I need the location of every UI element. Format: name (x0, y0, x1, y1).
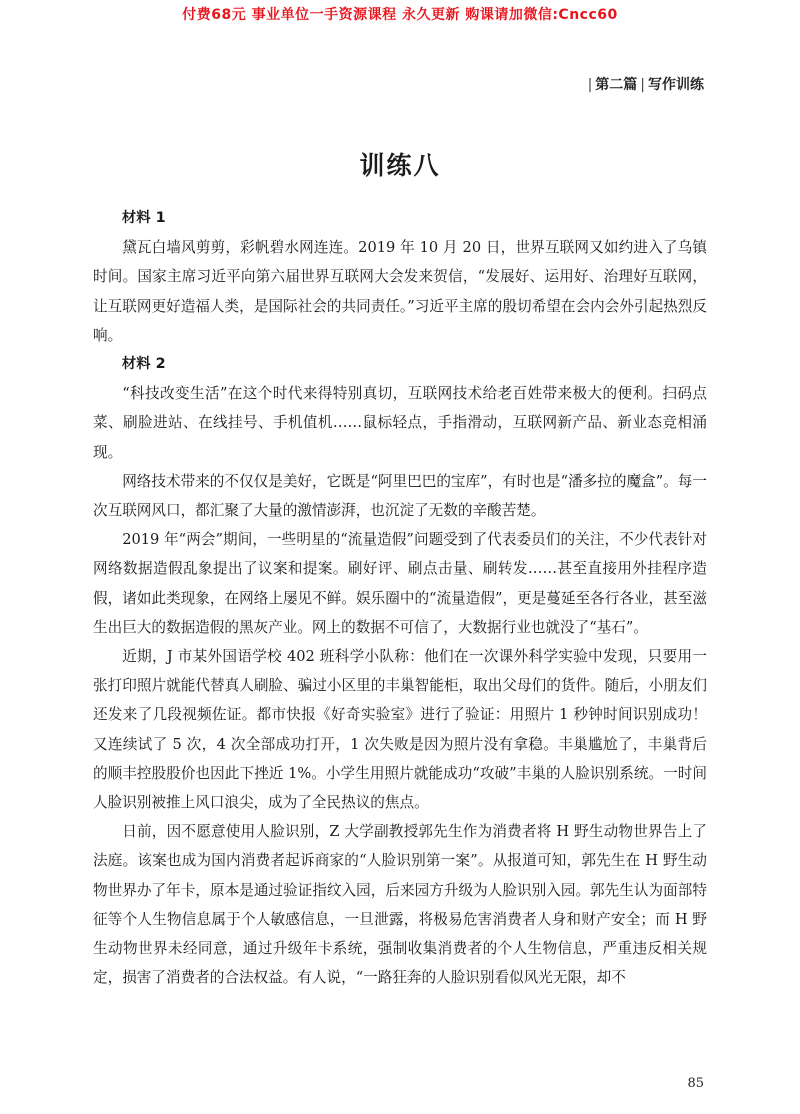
material-1-paragraph: 黛瓦白墙风剪剪，彩帆碧水网连连。2019 年 10 月 20 日，世界互联网又如约进入了乌镇时间。国家主席习近平向第六届世界互联网大会发来贺信，“发展好、运用好、治理好互联网，让互联网更好造福人类，是国际社会的共同责任。”习近平主席的殷切希望在会内会外引起热烈反响。 (93, 239, 707, 344)
running-head-section: 写作训练 (648, 77, 704, 93)
promo-banner: 付费68元 事业单位一手资源课程 永久更新 购课请加微信:Cncc60 (182, 7, 618, 23)
material-2-paragraph: 网络技术带来的不仅仅是美好，它既是“阿里巴巴的宝库”，有时也是“潘多拉的魔盒”。每一次互联网风口，都汇聚了大量的激情澎湃，也沉淀了无数的辛酸苦楚。 (93, 472, 707, 520)
running-head-divider-mid: | (640, 77, 645, 93)
material-2-paragraph: 2019 年“两会”期间，一些明星的“流量造假”问题受到了代表委员们的关注，不少代表针对网络数据造假乱象提出了议案和提案。刷好评、刷点击量、刷转发……甚至直接用外挂程序造假，诸如此类现象，在网络上屡见不鲜。娱乐圈中的“流量造假”，更是蔓延至各行各业，甚至滋生出巨大的数据造假的黑灰产业。网上的数据不可信了，大数据行业也就没了“基石”。 (93, 531, 707, 636)
page-title: 训练八 (359, 151, 441, 180)
material-2-paragraph: “科技改变生活”在这个时代来得特别真切，互联网技术给老百姓带来极大的便利。扫码点菜、刷脸进站、在线挂号、手机值机……鼠标轻点，手指滑动，互联网新产品、新业态竞相涌现。 (93, 385, 707, 461)
running-head-divider-left: | (587, 77, 593, 93)
running-head-part: 第二篇 (595, 77, 638, 93)
material-2-paragraph: 日前，因不愿意使用人脸识别，Z 大学副教授郭先生作为消费者将 H 野生动物世界告上了法庭。该案也成为国内消费者起诉商家的“人脸识别第一案”。从报道可知，郭先生在 H 野生动物世界办了年卡，原本是通过验证指纹入园，后来园方升级为人脸识别入园。郭先生认为面部特征等个人生物信息属于个人敏感信息，一旦泄露，将极易危害消费者人身和财产安全；而 H 野生动物世界未经同意，通过升级年卡系统，强制收集消费者的个人生物信息，严重违反相关规定，损害了消费者的合法权益。有人说，“一路狂奔的人脸识别看似风光无限，却不 (93, 823, 707, 987)
running-head (585, 74, 704, 94)
material-1-label: 材料 1 (121, 210, 166, 226)
page-number: 85 (687, 1076, 704, 1091)
material-2-paragraph: 近期，J 市某外国语学校 402 班科学小队称：他们在一次课外科学实验中发现，只要用一张打印照片就能代替真人刷脸、骗过小区里的丰巢智能柜，取出父母们的货件。随后，小朋友们还发来了几段视频佐证。都市快报《好奇实验室》进行了验证：用照片 1 秒钟时间识别成功！又连续试了 5 次，4 次全部成功打开，1 次失败是因为照片没有拿稳。丰巢尴尬了，丰巢背后的顺丰控股股价也因此下挫近 1%。小学生用照片就能成功“攻破”丰巢的人脸识别系统。一时间人脸识别被推上风口浪尖，成为了全民热议的焦点。 (93, 648, 707, 812)
document-body (93, 204, 707, 992)
material-2-label: 材料 2 (121, 356, 166, 373)
